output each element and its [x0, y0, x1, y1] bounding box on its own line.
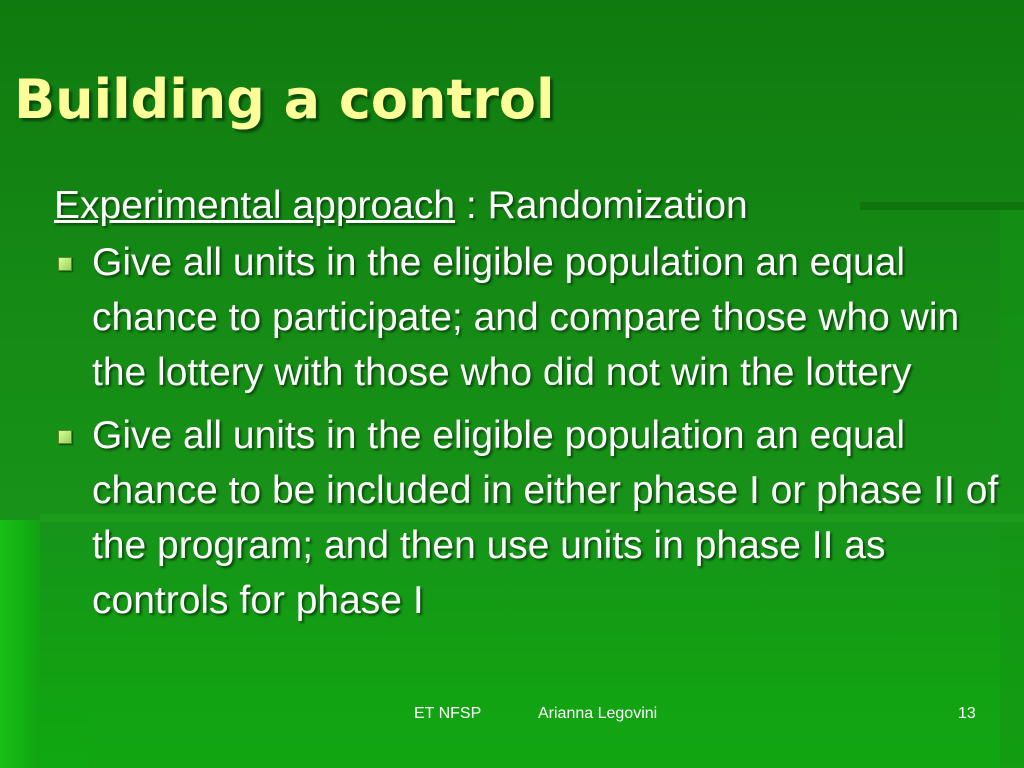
bullet-text: Give all units in the eligible population an equal chance to participate; and compare those who win the lottery with those who did not win the lottery	[92, 241, 960, 394]
slide-footer	[0, 705, 1024, 729]
square-bullet-icon	[58, 430, 72, 444]
bullet-item	[54, 235, 1004, 400]
decorative-band	[90, 690, 1024, 768]
slide-number: 13	[958, 705, 976, 722]
bullet-list	[54, 235, 1004, 628]
slide-title: Building a control	[14, 68, 555, 131]
subtitle-rest: : Randomization	[455, 184, 748, 227]
square-bullet-icon	[58, 257, 72, 271]
bullet-text: Give all units in the eligible population an equal chance to be included in either phase I or phase II of the program; and then use units in phase II as controls for phase I	[92, 414, 999, 622]
subtitle-underlined: Experimental approach	[54, 184, 456, 227]
subtitle	[54, 178, 1004, 233]
background-accent	[0, 520, 40, 768]
slide-body	[54, 178, 1004, 636]
footer-author: Arianna Legovini	[538, 705, 658, 722]
bullet-item	[54, 408, 1004, 628]
footer-event: ET NFSP	[414, 705, 482, 722]
